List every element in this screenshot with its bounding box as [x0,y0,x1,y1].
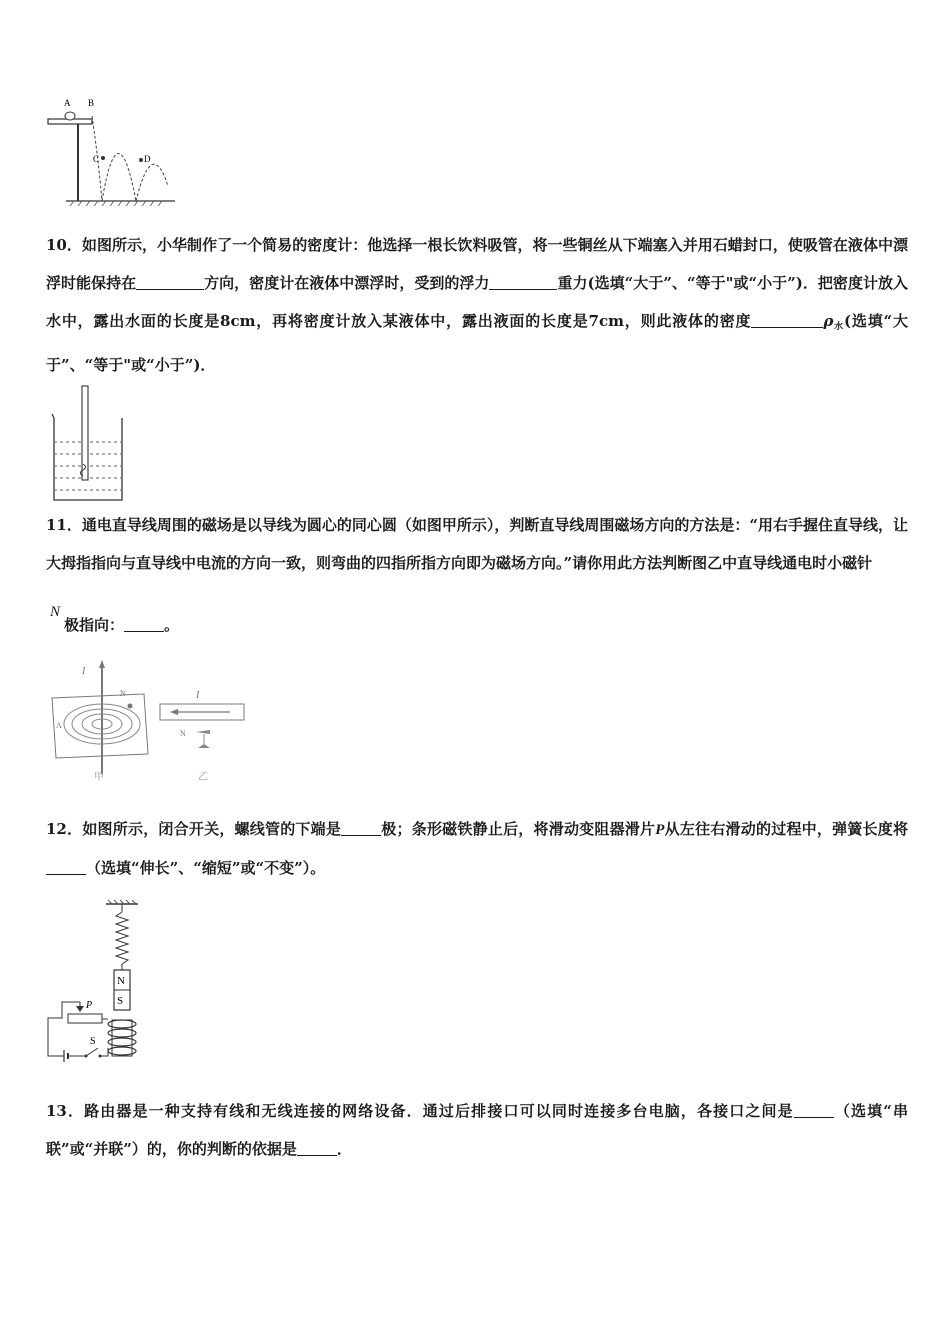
switch-s: S [90,1036,96,1047]
q11-blank[interactable] [124,615,164,632]
magnet-n: N [117,975,125,987]
q13-number: 13． [46,1102,85,1120]
q10-number: 10． [46,236,82,254]
yi-caption: 乙 [198,772,208,783]
q11-text-1: 通电直导线周围的磁场是以导线为圆心的同心圆（如图甲所示），判断直导线周围磁场方向的方法是：“用右手握住直导线，让大拇指指向与直导线中电流的方向一致，则弯曲的四指所指方向即为磁场方向。”请你用此方法判断图乙中直导线通电时小磁针 [46,516,909,572]
q13-blank-1[interactable] [794,1101,834,1118]
q12-p-symbol: P [655,822,665,838]
q10-text-1: 如图所示，小华制作了一个简易的密度计：他选择一根长饮料吸管，将一些铜丝从下端塞入并用石蜡封口，使吸管在液体中漂浮时能保持在 [46,236,908,292]
solenoid-circuit-figure [40,898,160,1064]
q12-text-4: （选填“伸长”、“缩短”或“不变”）。 [86,859,326,877]
rho-subscript: 水 [833,322,844,332]
current-label-jia: I [82,666,86,677]
q11-text-3: 。 [164,616,180,634]
q13-text-1: 路由器是一种支持有线和无线连接的网络设备．通过后排接口可以同时连接多台电脑，各接口之间是 [84,1102,794,1120]
current-label-yi: I [196,690,200,701]
q12-blank-1[interactable] [341,819,381,836]
q12-text-3: 从左往右滑动的过程中，弹簧长度将 [664,820,908,838]
q10-blank-2[interactable] [489,273,557,290]
q12-number: 12． [46,820,83,838]
label-c: C [93,154,100,164]
north-label-yi: N [180,729,186,738]
north-label-jia: N [120,689,126,698]
jia-caption: 甲 [94,772,104,783]
q10-text-2: 方向，密度计在液体中漂浮时，受到的浮力 [204,274,490,292]
q10-blank-1[interactable] [136,273,204,290]
rho-symbol: ρ [823,312,834,330]
q10-text-3: 重力(选填“大于”、“等于"或“小于”)．把密度计放入水中，露出水面的长度是8cm，再将密度计放入某液体中，露出液面的长度是7cm，则此液体的密度 [46,274,908,330]
q13-blank-2[interactable] [297,1139,337,1156]
magnet-s: S [117,995,124,1007]
hydrometer-figure [42,384,132,504]
label-d: D [144,154,151,164]
q13-text-3: ． [336,1140,352,1158]
a-label: A [56,721,62,730]
q11-text-2: 极指向： [64,616,125,634]
q13-text-2: （选填“串联”或“并联”）的，你的判断的依据是 [46,1102,908,1158]
label-a: A [64,98,71,108]
q12-text-1: 如图所示，闭合开关，螺线管的下端是 [82,820,342,838]
n-symbol: N [50,604,61,620]
question-10 [46,226,908,384]
label-b: B [88,98,95,108]
question-13 [46,1092,908,1168]
q12-text-2: 极；条形磁铁静止后，将滑动变阻器滑片 [381,820,656,838]
question-12 [46,810,908,887]
question-11-line-3 [46,606,908,645]
question-11 [46,506,908,582]
q10-blank-3[interactable] [751,311,823,328]
magnetic-field-figure [48,658,258,784]
q10-text-4: (选填“大于”、“等于"或“小于”)． [46,312,908,374]
q12-blank-2[interactable] [46,858,86,875]
slider-p: P [86,1000,93,1011]
bouncing-ball-figure [40,96,180,206]
q11-number: 11． [46,516,82,534]
